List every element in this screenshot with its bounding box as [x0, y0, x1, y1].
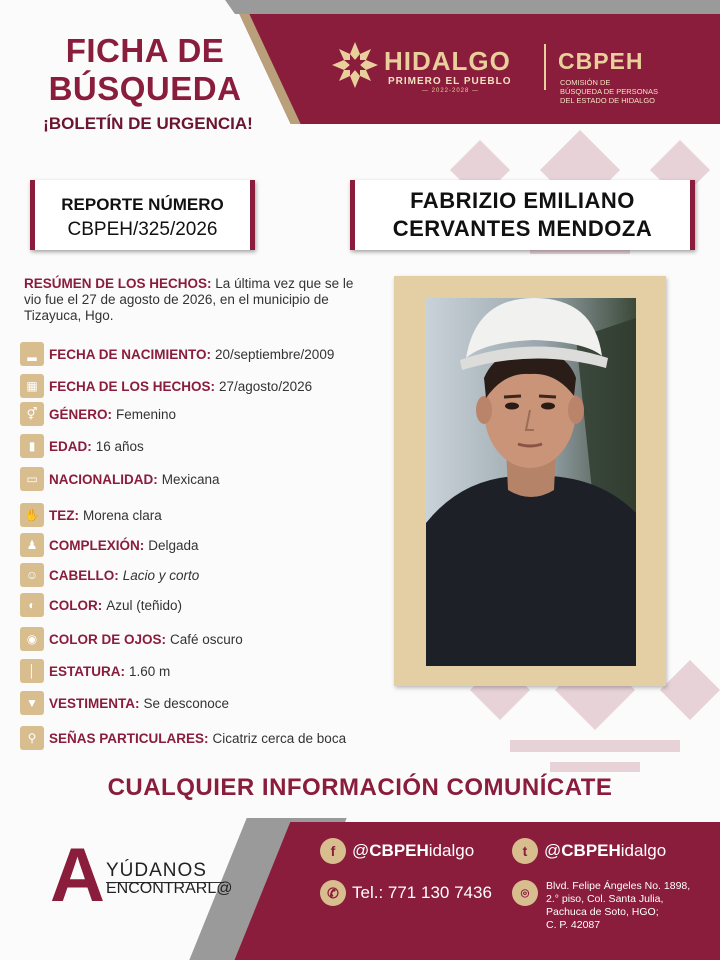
- field-height: [20, 658, 170, 684]
- address-line-1: Blvd. Felipe Ángeles No. 1898,: [546, 880, 691, 892]
- eye-icon: ◉: [20, 627, 44, 651]
- hair-icon: ☺: [20, 563, 44, 587]
- field-hair: [20, 562, 199, 588]
- twitter-icon: t: [512, 838, 538, 864]
- logo-cbpeh-sub: [560, 78, 680, 105]
- field-value: Mexicana: [161, 471, 220, 487]
- calendar-icon: ▦: [20, 374, 44, 398]
- field-label: COLOR DE OJOS:: [49, 631, 167, 647]
- logo-primero: PRIMERO EL PUEBLO: [388, 76, 512, 87]
- logo-years: — 2022-2028 —: [422, 88, 480, 94]
- bulletin-title: [30, 32, 260, 108]
- call-to-action: CUALQUIER INFORMACIÓN COMUNÍCATE: [107, 774, 613, 801]
- field-distinguishing-marks: [20, 725, 346, 751]
- field-value: Lacio y corto: [122, 567, 200, 583]
- summary: [24, 276, 364, 324]
- field-value: Azul (teñido): [106, 597, 183, 613]
- magnifier-icon: ⚲: [20, 726, 44, 750]
- person-name-box: [350, 180, 695, 250]
- field-label: NACIONALIDAD:: [49, 471, 158, 487]
- field-value: 1.60 m: [129, 663, 171, 679]
- field-value: 27/agosto/2026: [219, 378, 313, 394]
- twitter-prefix: @: [544, 841, 562, 860]
- facebook-bold: CBPEH: [369, 841, 429, 860]
- field-gender: [20, 401, 176, 427]
- field-value: Café oscuro: [170, 631, 243, 647]
- field-label: SEÑAS PARTICULARES:: [49, 730, 209, 746]
- field-value: Delgada: [148, 537, 199, 553]
- report-label: REPORTE NÚMERO: [61, 195, 224, 214]
- logo-cbpeh-sub-1: COMISIÓN DE: [560, 78, 611, 87]
- field-value: Se desconoce: [143, 695, 230, 711]
- ruler-icon: │: [20, 659, 44, 683]
- field-value: 16 años: [95, 438, 144, 454]
- field-event-date: [20, 373, 312, 399]
- ayudanos-letter-a: A: [50, 833, 105, 918]
- report-number-box: [30, 180, 255, 250]
- facebook-prefix: @: [352, 841, 370, 860]
- field-birth-date: [20, 341, 334, 367]
- logo-cbpeh: CBPEH: [558, 48, 644, 74]
- field-label: CABELLO:: [49, 567, 119, 583]
- gender-icon: ⚥: [20, 402, 44, 426]
- body-icon: ♟: [20, 533, 44, 557]
- field-hair-color: [20, 592, 182, 618]
- facebook-rest: idalgo: [428, 841, 475, 860]
- address: [546, 880, 716, 932]
- age-icon: ▮: [20, 434, 44, 458]
- address-line-4: C. P. 42087: [546, 919, 601, 931]
- location-pin-icon: ⌾: [512, 880, 538, 906]
- ayudanos-text: YÚDANOS: [106, 860, 207, 881]
- field-value: Femenino: [116, 406, 177, 422]
- person-photo: [426, 298, 636, 666]
- report-number: CBPEH/325/2026: [67, 219, 218, 240]
- phone-icon: ✆: [320, 880, 346, 906]
- color-icon: ◐: [20, 593, 44, 617]
- field-label: FECHA DE NACIMIENTO:: [49, 346, 211, 362]
- photo-frame: [394, 276, 666, 686]
- phone-text: Tel.: 771 130 7436: [352, 883, 492, 902]
- twitter-bold: CBPEH: [561, 841, 621, 860]
- logo-cbpeh-sub-2: BÚSQUEDA DE PERSONAS: [560, 87, 658, 96]
- summary-text: La última vez que se le vio fue el 27 de agosto de 2026, en el municipio de Tizayuca, Hgo.: [24, 276, 354, 323]
- field-label: GÉNERO:: [49, 406, 113, 422]
- field-build: [20, 532, 199, 558]
- field-nationality: [20, 466, 220, 492]
- person-name-line-1: FABRIZIO EMILIANO: [410, 188, 635, 213]
- field-label: TEZ:: [49, 507, 79, 523]
- cake-icon: ▂: [20, 342, 44, 366]
- government-logo: [330, 38, 710, 108]
- skin-icon: ✋: [20, 503, 44, 527]
- twitter-rest: idalgo: [620, 841, 667, 860]
- person-name-line-2: CERVANTES MENDOZA: [392, 216, 653, 241]
- shirt-icon: ▼: [20, 691, 44, 715]
- field-label: FECHA DE LOS HECHOS:: [49, 378, 216, 394]
- field-skin-tone: [20, 502, 162, 528]
- logo-hidalgo: HIDALGO: [384, 46, 511, 76]
- phone-contact[interactable]: [320, 880, 492, 906]
- logo-divider: [544, 44, 546, 90]
- encontrarl-text: ENCONTRARL@: [106, 880, 233, 897]
- field-age: [20, 433, 144, 459]
- header-gray-band: [225, 0, 720, 14]
- field-label: VESTIMENTA:: [49, 695, 140, 711]
- twitter-handle[interactable]: [512, 838, 666, 864]
- summary-label: RESÚMEN DE LOS HECHOS:: [24, 276, 212, 291]
- field-value: 20/septiembre/2009: [215, 346, 335, 362]
- hidalgo-flower-icon: [330, 40, 380, 90]
- bulletin-subtitle: ¡BOLETÍN DE URGENCIA!: [43, 114, 253, 133]
- field-value: Morena clara: [83, 507, 162, 523]
- facebook-handle[interactable]: [320, 838, 474, 864]
- address-line-2: 2.° piso, Col. Santa Julia,: [546, 893, 664, 905]
- id-card-icon: ▭: [20, 467, 44, 491]
- title-line-1: FICHA DE: [65, 32, 225, 69]
- facebook-icon: f: [320, 838, 346, 864]
- field-label: COMPLEXIÓN:: [49, 537, 145, 553]
- field-eye-color: [20, 626, 243, 652]
- field-label: ESTATURA:: [49, 663, 125, 679]
- address-line-3: Pachuca de Soto, HGO;: [546, 906, 659, 918]
- field-label: COLOR:: [49, 597, 103, 613]
- field-label: EDAD:: [49, 438, 92, 454]
- title-line-2: BÚSQUEDA: [48, 70, 242, 107]
- logo-cbpeh-sub-3: DEL ESTADO DE HIDALGO: [560, 96, 656, 105]
- field-value: Cicatriz cerca de boca: [212, 730, 347, 746]
- field-clothing: [20, 690, 229, 716]
